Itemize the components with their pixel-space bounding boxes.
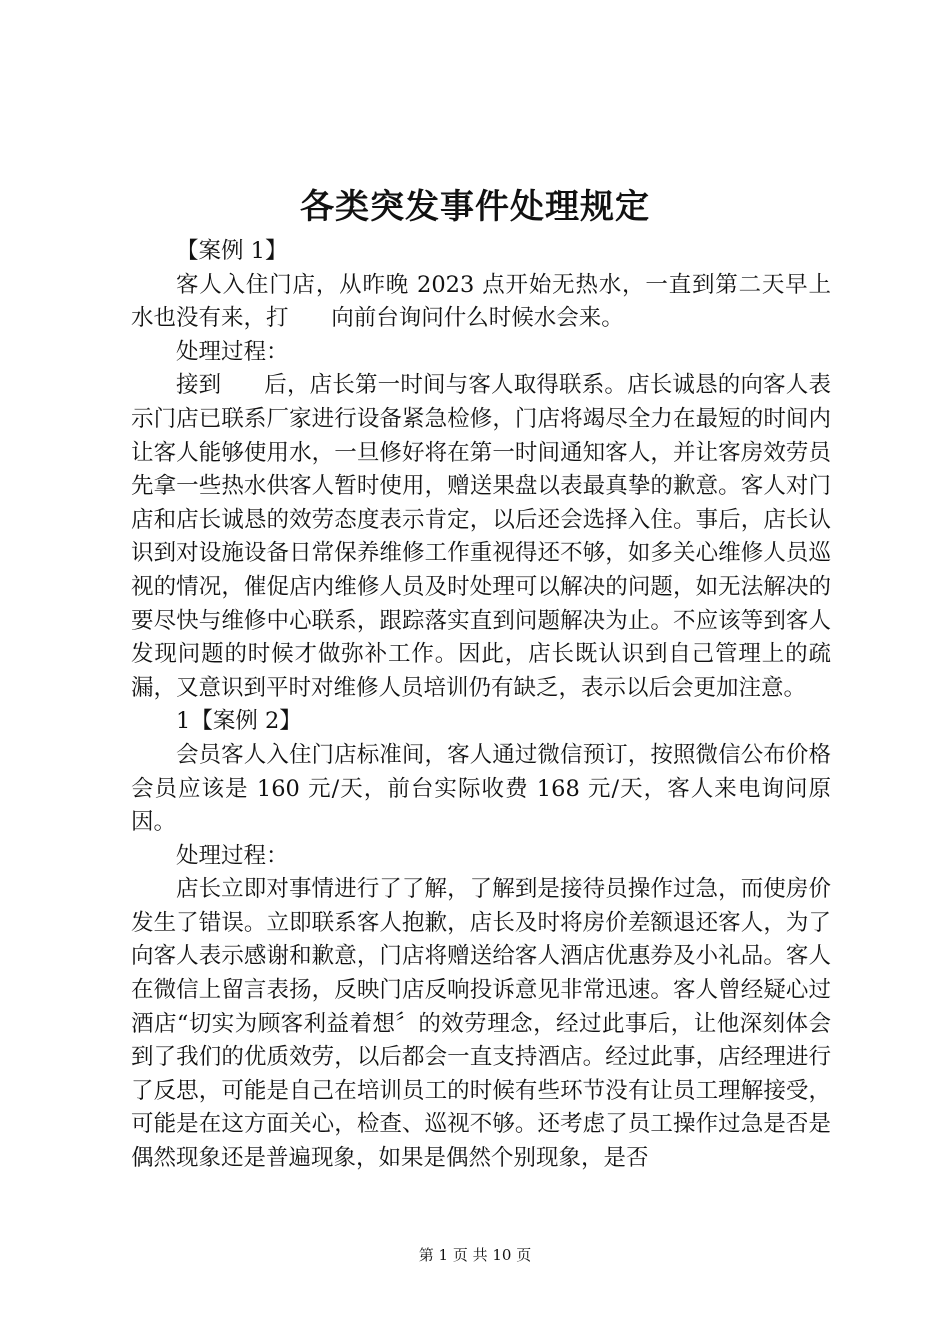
case1-label: 【案例 1】 bbox=[176, 238, 288, 264]
case1-description-text: 客人入住门店，从昨晚 2023 点开始无热水，一直到第二天早上水也没有来，打 bbox=[131, 271, 831, 332]
case2-label: 1【案例 2】 bbox=[176, 708, 302, 735]
page-footer: 第 1 页 共 10 页 bbox=[418, 1246, 532, 1264]
case1-description-tail: 向前台询问什么时候水会来。 bbox=[331, 305, 624, 332]
document-title: 各类突发事件处理规定 bbox=[300, 187, 650, 227]
case1-process-head: 接到 bbox=[176, 372, 222, 399]
case2-description: 会员客人入住门店标准间，客人通过微信预订，按照微信公布价格会员应该是 160 元/天，前台实际收费 168 元/天，客人来电询问原因。 bbox=[131, 741, 831, 836]
case2-process-body: 店长立即对事情进行了了解，了解到是接待员操作过急，而使房价发生了错误。立即联系客人抱歉，店长及时将房价差额退还客人，为了向客人表示感谢和歉意，门店将赠送给客人酒店优惠券及小礼品。客人在微信上留言表扬，反映门店反响投诉意见非常迅速。客人曾经疑心过酒店“切实为顾客利益着想〞的效劳理念，经过此事后，让他深刻体会到了我们的优质效劳，以后都会一直支持酒店。经过此事，店经理进行了反思，可能是自己在培训员工的时候有些环节没有让员工理解接受，可能是在这方面关心，检查、巡视不够。还考虑了员工操作过急是否是偶然现象还是普遍现象，如果是偶然个别现象，是否 bbox=[131, 876, 831, 1172]
case1-description bbox=[131, 269, 831, 336]
case1-process bbox=[131, 369, 831, 705]
case2-process-label: 处理过程： bbox=[176, 842, 289, 869]
case1-process-label: 处理过程： bbox=[176, 338, 289, 365]
document-body bbox=[131, 235, 831, 1176]
case1-process-body: 后，店长第一时间与客人取得联系。店长诚恳的向客人表示门店已联系厂家进行设备紧急检修，门店将竭尽全力在最短的时间内让客人能够使用水，一旦修好将在第一时间通知客人，并让客房效劳员先拿一些热水供客人暂时使用，赠送果盘以表最真挚的歉意。客人对门店和店长诚恳的效劳态度表示肯定，以后还会选择入住。事后，店长认识到对设施设备日常保养维修工作重视得还不够，如多关心维修人员巡视的情况，催促店内维修人员及时处理可以解决的问题，如无法解决的要尽快与维修中心联系，跟踪落实直到问题解决为止。不应该等到客人发现问题的时候才做弥补工作。因此，店长既认识到自己管理上的疏漏，又意识到平时对维修人员培训仍有缺乏，表示以后会更加注意。 bbox=[131, 372, 831, 701]
